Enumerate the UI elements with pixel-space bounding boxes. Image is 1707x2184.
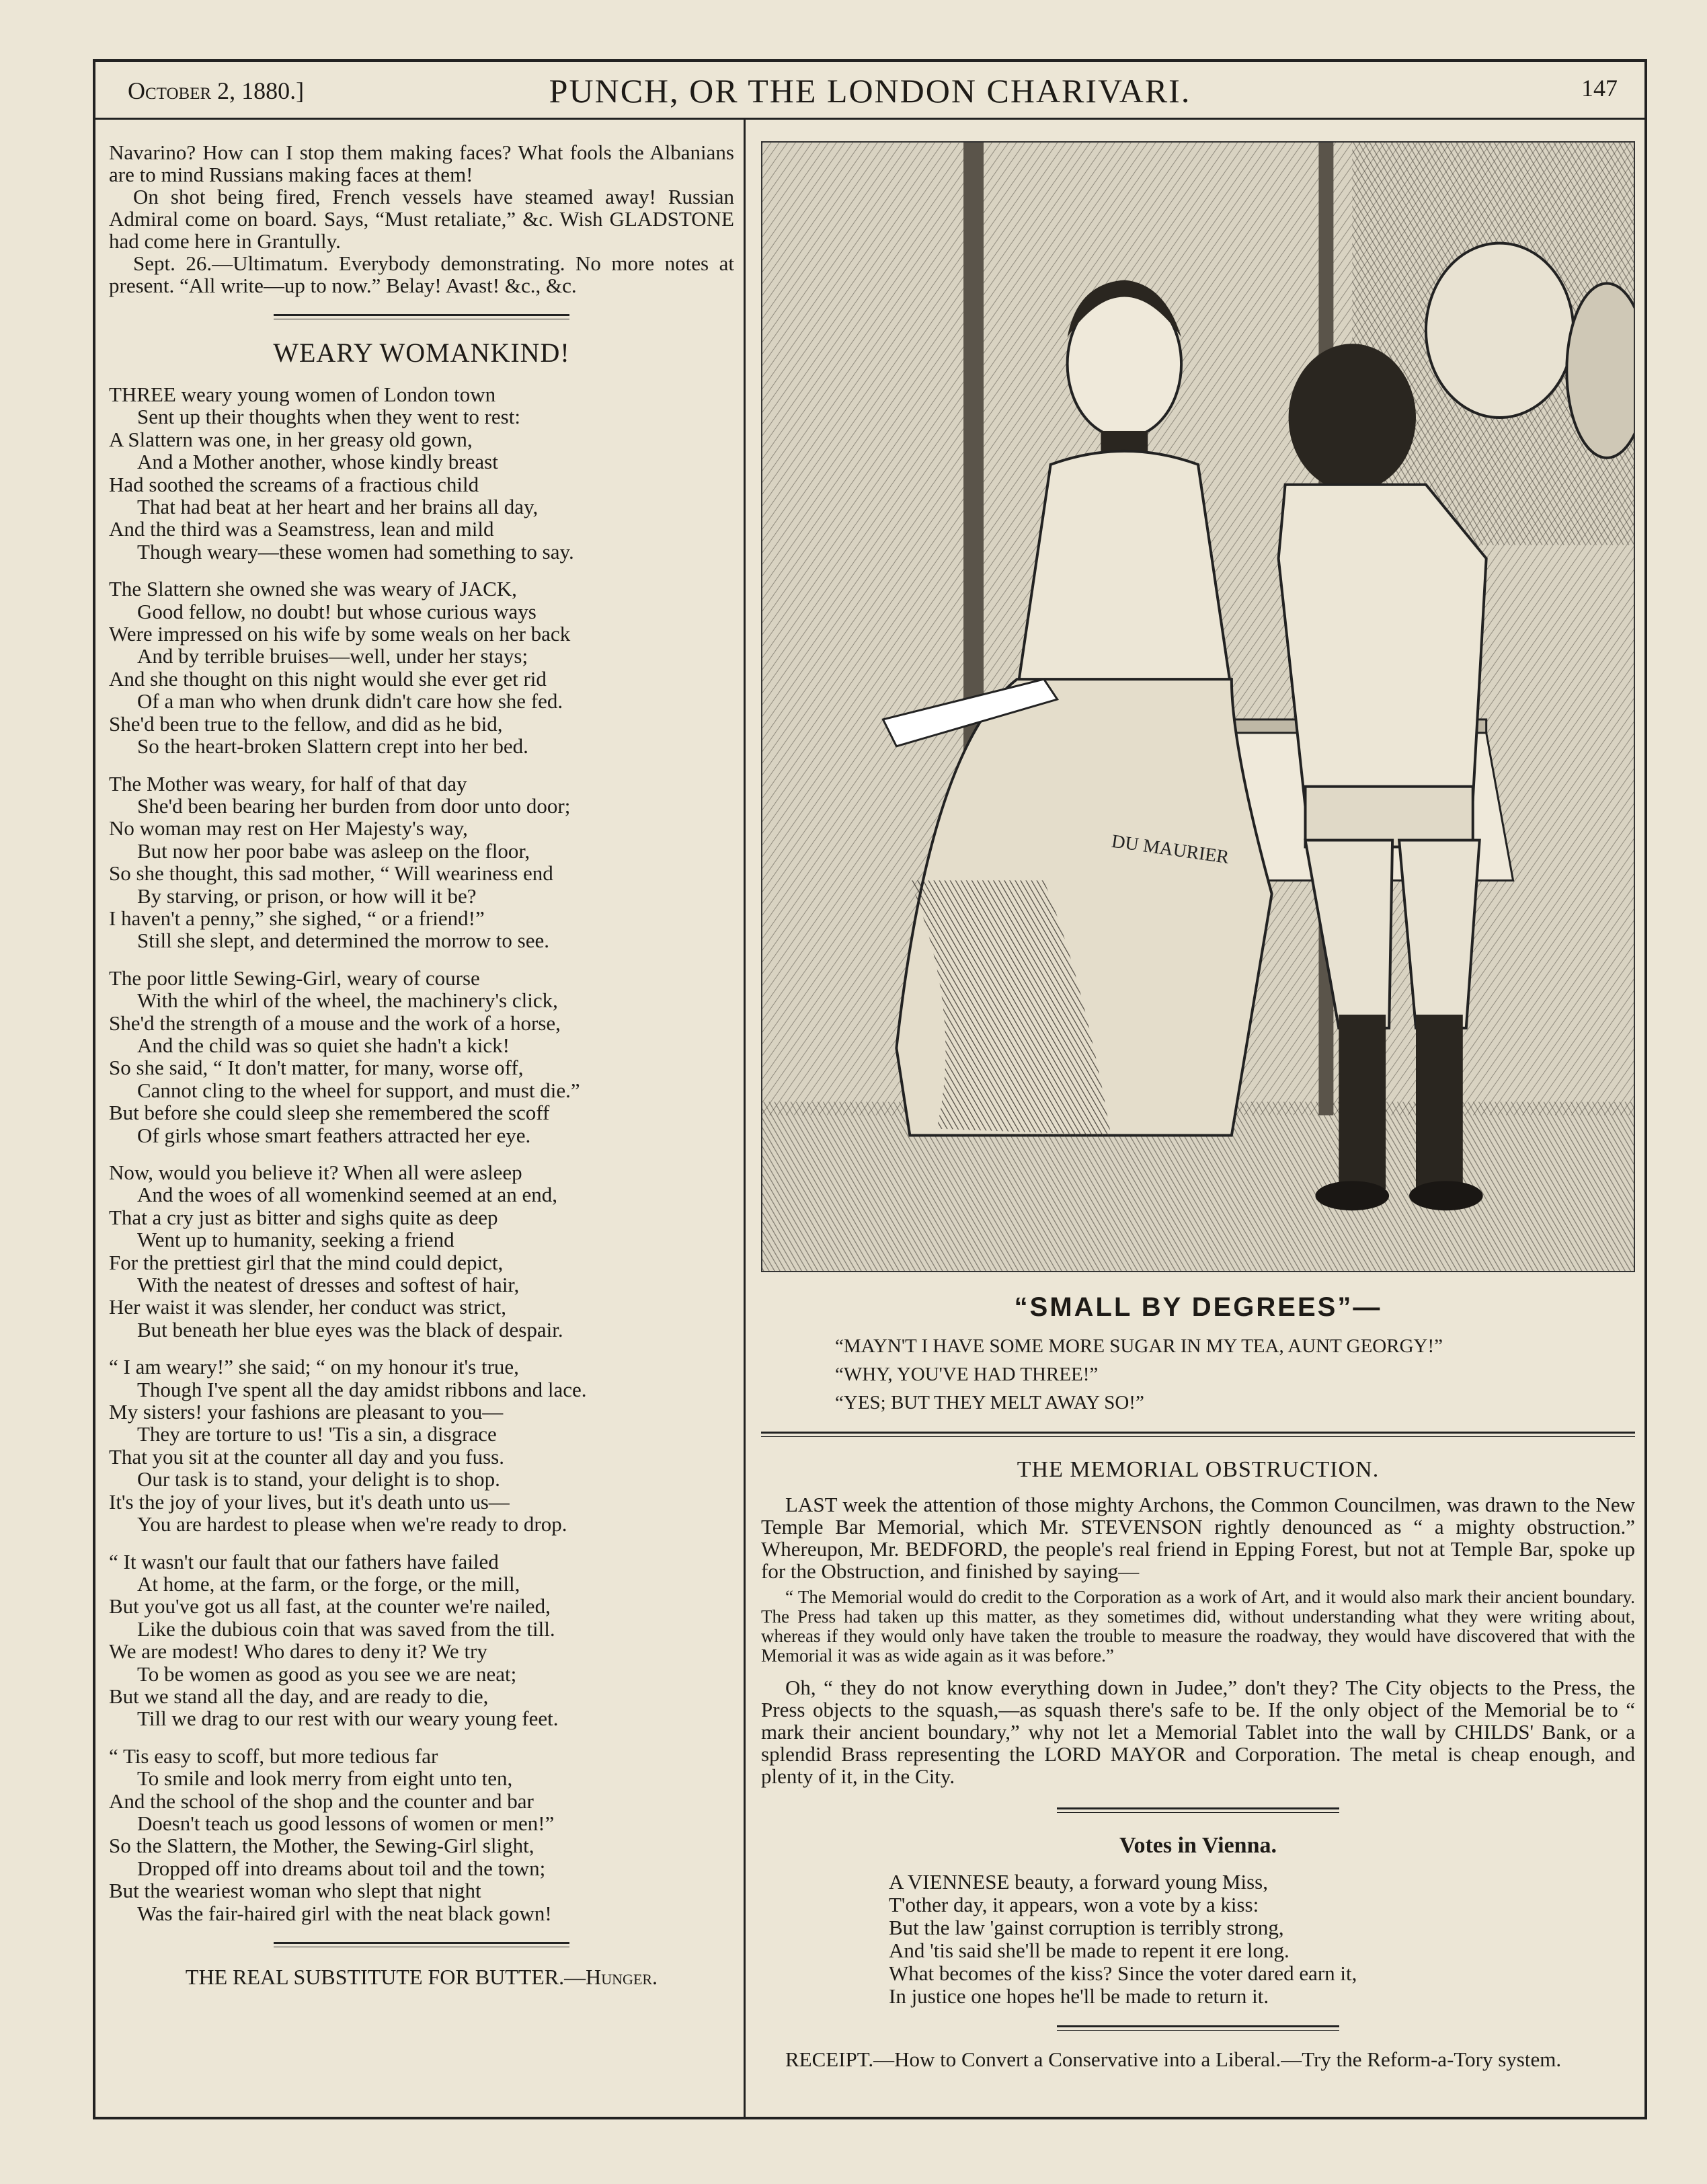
poem-stanza [109,773,734,952]
section-rule [1057,2025,1339,2031]
page-frame [93,59,1647,2119]
poem-line: And the child was so quiet she hadn't a kick! [137,1033,510,1057]
memorial-paragraph: Oh, “ they do not know everything down in Judee,” don't they? The City objects to the Press, the Press objects to the squash,—as squash there's safe to be. If the only object of the Memorial be to “ mark their ancient boundary,” why not let a Memorial Tablet into the wall by CHILDS' Bank, or a splendid Brass representing the LORD MAYOR and Corporation. The metal is cheap enough, and plenty of it, in the City. [761,1676,1635,1788]
poem-line: The Slattern she owned she was weary of JACK, [109,577,517,601]
cartoon-caption-title: “SMALL BY DEGREES”— [1014,1292,1382,1322]
vase [1566,284,1635,458]
page-number: 147 [1581,75,1618,102]
poem-line: Sent up their thoughts when they went to rest: [137,405,520,429]
poem-line: So the heart-broken Slattern crept into her bed. [137,734,528,758]
poem-line: But the weariest woman who slept that night [109,1879,481,1903]
poem-line: “ It wasn't our fault that our fathers have failed [109,1549,499,1573]
poem-line: She'd the strength of a mouse and the work of a horse, [109,1011,561,1035]
left-column [109,141,734,1990]
caption-line: “MAYN'T I HAVE SOME MORE SUGAR IN MY TEA, AUNT GEORGY!” [835,1335,1443,1357]
poem-line: But beneath her blue eyes was the black of despair. [137,1317,563,1341]
poem-line: Cannot cling to the wheel for support, and must die.” [137,1078,580,1102]
section-rule [274,1942,569,1947]
poem-line: That a cry just as bitter and sighs quite as deep [109,1205,498,1229]
poem-line: Dropped off into dreams about toil and the town; [137,1856,546,1880]
vienna-poem [761,1871,1635,2008]
poem-line: We are modest! Who dares to deny it? We try [109,1639,487,1664]
poem-stanza [109,1161,734,1341]
poem-line: My sisters! your fashions are pleasant to you— [109,1400,504,1424]
poem-line: And the school of the shop and the counter and bar [109,1789,534,1813]
poem-line: To be women as good as you see we are neat; [137,1662,517,1686]
poem-stanza [109,578,734,757]
poem-line: And the third was a Seamstress, lean and mild [109,517,494,541]
poem-line: What becomes of the kiss? Since the voter dared earn it, [889,1961,1357,1985]
poem-line: Her waist it was slender, her conduct was strict, [109,1295,507,1319]
poem-line: You are hardest to please when we're ready to drop. [137,1512,567,1536]
butter-joke: THE REAL SUBSTITUTE FOR BUTTER.—Hunger. [185,1965,658,1989]
poem-line: But now her poor babe was asleep on the floor, [137,838,530,863]
poem-stanza [109,1745,734,1924]
section-rule [1057,1807,1339,1813]
section-rule [761,1432,1635,1437]
poem-line: In justice one hopes he'll be made to return it. [889,1984,1269,2008]
poem-line: And a Mother another, whose kindly breast [137,450,498,474]
poem-line: The poor little Sewing-Girl, weary of course [109,966,480,990]
masthead: PUNCH, OR THE LONDON CHARIVARI. [549,72,1191,110]
poem-line: Were impressed on his wife by some weals on her back [109,622,571,646]
poem-line: But you've got us all fast, at the counter we're nailed, [109,1594,551,1618]
poem-line: “ Tis easy to scoff, but more tedious far [109,1744,438,1768]
poem-line: For the prettiest girl that the mind could depict, [109,1250,504,1274]
poem-line: Doesn't teach us good lessons of women or men!” [137,1811,555,1835]
vienna-title: Votes in Vienna. [1119,1833,1277,1858]
poem-line: I haven't a penny,” she sighed, “ or a friend!” [109,906,485,930]
caption-line: “WHY, YOU'VE HAD THREE!” [835,1364,1099,1385]
wall-plate [1426,243,1573,418]
diary-paragraph: Sept. 26.—Ultimatum. Everybody demonstrating. No more notes at present. “All write—up to now.” Belay! Avast! &c., &c. [109,251,734,297]
poem-line: Though weary—these women had something to say. [137,539,574,563]
poem-line: The Mother was weary, for half of that day [109,771,467,795]
poem-line: And the woes of all womenkind seemed at an end, [137,1183,557,1207]
poem-line: Like the dubious coin that was saved from the till. [137,1616,555,1641]
poem-line: T'other day, it appears, won a vote by a kiss: [889,1893,1259,1916]
poem-line: They are torture to us! 'Tis a sin, a disgrace [137,1422,497,1446]
poem-stanza [109,1356,734,1535]
poem-line: That you sit at the counter all day and you fuss. [109,1444,505,1469]
poem-line: By starving, or prison, or how will it be? [137,884,477,908]
column-divider [744,120,746,2117]
poem-line: Good fellow, no doubt! but whose curious ways [137,599,537,623]
poem-line: But the law 'gainst corruption is terribly strong, [889,1916,1284,1939]
caption-line: “YES; BUT THEY MELT AWAY SO!” [835,1392,1144,1413]
poem-line: Though I've spent all the day amidst ribbons and lace. [137,1377,587,1401]
issue-date: October 2, 1880.] [128,77,305,104]
poem-line: So she said, “ It don't matter, for many, worse off, [109,1056,524,1080]
section-rule [274,314,569,319]
memorial-title: THE MEMORIAL OBSTRUCTION. [1017,1457,1380,1482]
poem-line: But we stand all the day, and are ready to die, [109,1684,489,1708]
poem-stanza [109,967,734,1146]
cartoon-illustration [761,141,1635,1272]
poem-line: A VIENNESE beauty, a forward young Miss, [889,1870,1268,1894]
poem-line: She'd been true to the fellow, and did as he bid, [109,711,503,736]
receipt-joke: RECEIPT.—How to Convert a Conservative into a Liberal.—Try the Reform-a-Tory system. [785,2048,1562,2071]
poem-line: Of girls whose smart feathers attracted her eye. [137,1123,531,1147]
poem-line: And 'tis said she'll be made to repent it ere long. [889,1939,1289,1962]
poem-title: WEARY WOMANKIND! [273,338,570,368]
poem-line: Was the fair-haired girl with the neat black gown! [137,1901,552,1925]
poem-line: Went up to humanity, seeking a friend [137,1228,454,1252]
poem-line: And by terrible bruises—well, under her stays; [137,644,528,668]
poem-line: Our task is to stand, your delight is to shop. [137,1467,500,1491]
poem-line: “ I am weary!” she said; “ on my honour it's true, [109,1355,519,1379]
poem-stanza [109,1551,734,1730]
poem-line: Still she slept, and determined the morrow to see. [137,929,549,953]
poem-line: So she thought, this sad mother, “ Will weariness end [109,861,553,886]
poem-line: No woman may rest on Her Majesty's way, [109,816,468,841]
poem-line: With the whirl of the wheel, the machinery's click, [137,988,558,1013]
poem-line: THREE weary young women of London town [109,383,496,406]
poem-line: Had soothed the screams of a fractious child [109,472,479,496]
artist-signature: DU MAURIER [1110,830,1230,868]
poem-line: And she thought on this night would she ever get rid [109,666,547,691]
poem-line: It's the joy of your lives, but it's death unto us— [109,1489,510,1514]
poem-line: A Slattern was one, in her greasy old gown, [109,427,473,451]
poem-line: So the Slattern, the Mother, the Sewing-Girl slight, [109,1834,534,1858]
poem-line: With the neatest of dresses and softest of hair, [137,1273,520,1297]
diary-paragraph: On shot being fired, French vessels have steamed away! Russian Admiral come on board. Says, “Must retaliate,” &c. Wish GLADSTONE had come here in Grantully. [109,185,734,253]
poem-line: At home, at the farm, or the forge, or the mill, [137,1571,520,1596]
poem-line: That had beat at her heart and her brains all day, [137,495,539,519]
poem-line: Till we drag to our rest with our weary young feet. [137,1707,559,1731]
poem-stanza [109,383,734,563]
poem-line: But before she could sleep she remembered the scoff [109,1101,550,1125]
page-header [95,62,1644,120]
poem-line: Now, would you believe it? When all were asleep [109,1161,522,1184]
diary-paragraph: Navarino? How can I stop them making faces? What fools the Albanians are to mind Russians making faces at them! [109,141,734,186]
poem-body [109,383,734,1924]
memorial-paragraph: LAST week the attention of those mighty Archons, the Common Councilmen, was drawn to the New Temple Bar Memorial, which Mr. STEVENSON rightly denounced as “ a mighty obstruction.” Whereupon, Mr. BEDFORD, the people's real friend in Epping Forest, but not at Temple Bar, spoke up for the Obstruction, and finished by saying— [761,1493,1635,1583]
poem-line: To smile and look merry from eight unto ten, [137,1766,513,1791]
poem-line: Of a man who when drunk didn't care how she fed. [137,689,563,713]
right-column [761,141,1635,2070]
poem-line: She'd been bearing her burden from door unto door; [137,793,571,818]
memorial-quote: “ The Memorial would do credit to the Corporation as a work of Art, and it would also mark their ancient boundary. The Press had taken up this matter, as they sometimes did, without understanding what they were writing about, whereas if they would only have taken the trouble to measure the roadway, they would have discovered that with the Memorial it was as wide again as it was before.” [761,1587,1635,1666]
